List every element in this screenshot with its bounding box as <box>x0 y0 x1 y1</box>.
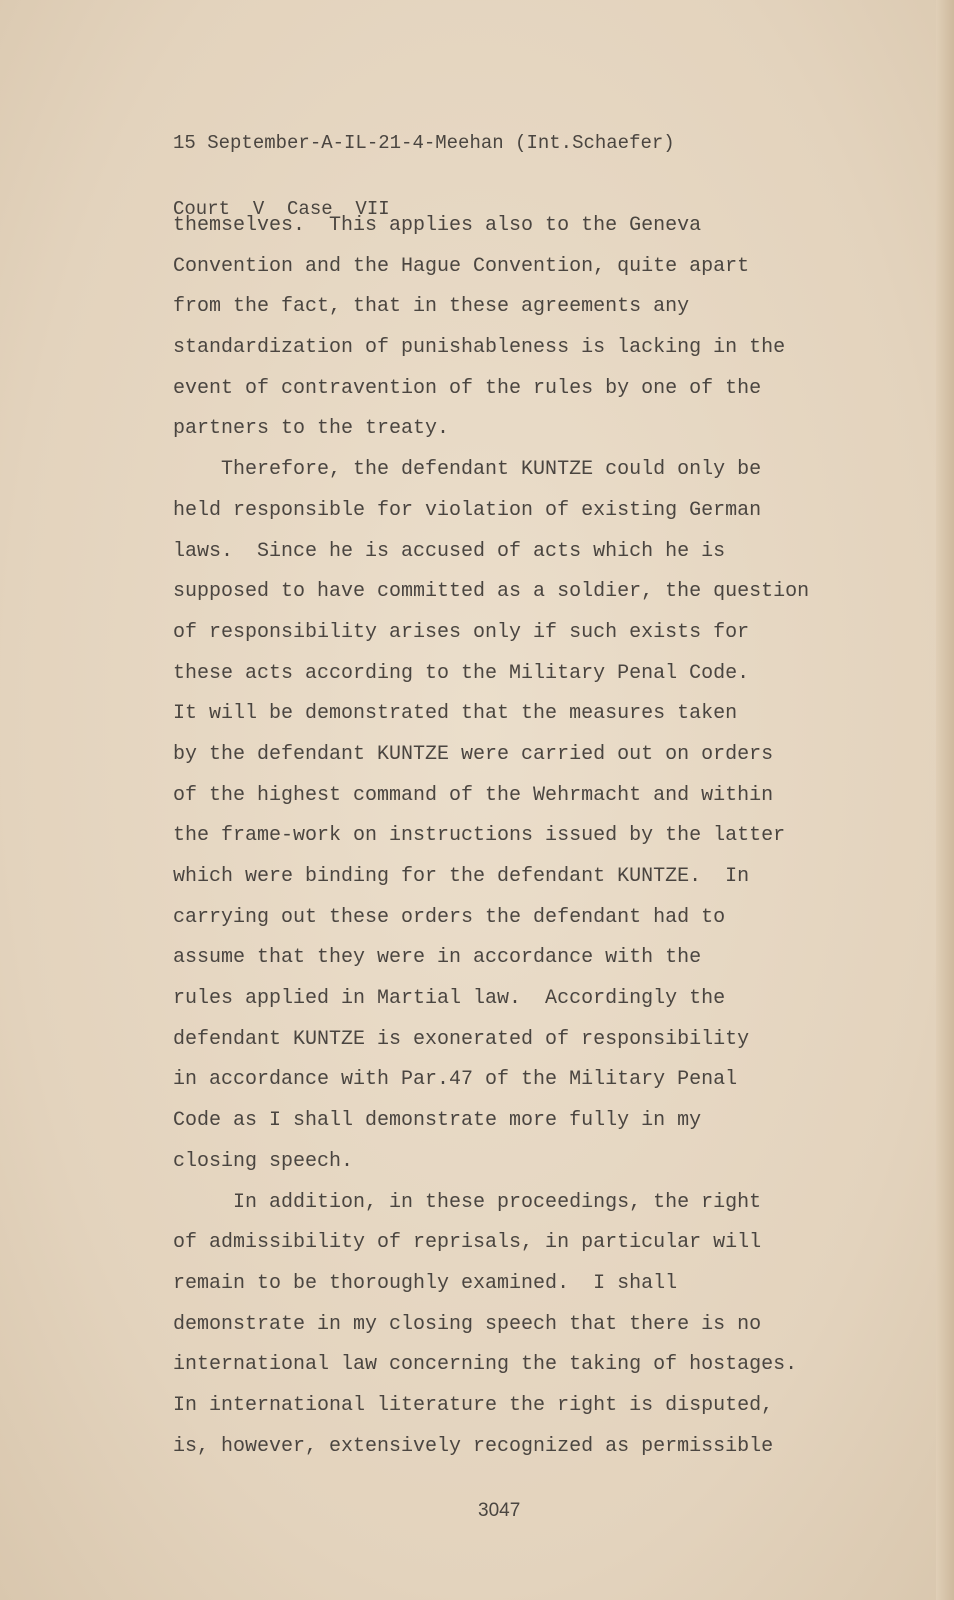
text-line: of the highest command of the Wehrmacht and within <box>173 783 774 807</box>
text-line: Code as I shall demonstrate more fully in my <box>173 1109 702 1133</box>
text-line: carrying out these orders the defendant had to <box>173 905 726 929</box>
text-line: laws. Since he is accused of acts which he is <box>173 539 726 563</box>
text-line: the frame-work on instructions issued by the latter <box>173 824 786 848</box>
text-line: these acts according to the Military Penal Code. <box>173 661 750 685</box>
text-line: supposed to have committed as a soldier, the question <box>173 580 810 604</box>
text-line: held responsible for violation of existing German <box>173 498 762 522</box>
text-line: In addition, in these proceedings, the right <box>173 1190 762 1214</box>
page-edge <box>936 0 954 1600</box>
text-line: of responsibility arises only if such exists for <box>173 620 750 644</box>
text-line: Convention and the Hague Convention, quite apart <box>173 254 750 278</box>
text-line: international law concerning the taking of hostages. <box>173 1353 798 1377</box>
text-line: is, however, extensively recognized as permissible <box>173 1434 774 1458</box>
text-line: in accordance with Par.47 of the Military Penal <box>173 1068 738 1092</box>
header-line-1: 15 September-A-IL-21-4-Meehan (Int.Schaefer) <box>173 132 675 154</box>
text-line: remain to be thoroughly examined. I shall <box>173 1271 678 1295</box>
text-line: closing speech. <box>173 1149 354 1173</box>
document-body <box>173 206 809 1467</box>
text-line: demonstrate in my closing speech that there is no <box>173 1312 762 1336</box>
text-line: which were binding for the defendant KUNTZE. In <box>173 865 750 888</box>
text-line: from the fact, that in these agreements any <box>173 295 690 319</box>
text-line: of admissibility of reprisals, in particular will <box>173 1231 762 1255</box>
text-line: standardization of punishableness is lacking in the <box>173 336 786 360</box>
text-line: event of contravention of the rules by one of the <box>173 376 762 400</box>
header-line-2: Court V Case VII <box>173 198 390 220</box>
text-line: It will be demonstrated that the measures taken <box>173 702 738 726</box>
text-line: In international literature the right is disputed, <box>173 1393 774 1417</box>
text-line: partners to the treaty. <box>173 417 450 441</box>
text-line: rules applied in Martial law. Accordingly the <box>173 987 726 1011</box>
text-line: by the defendant KUNTZE were carried out on orders <box>173 742 774 766</box>
text-line: defendant KUNTZE is exonerated of responsibility <box>173 1027 750 1051</box>
text-line: Therefore, the defendant KUNTZE could only be <box>173 458 762 482</box>
page-number: 3047 <box>478 1500 521 1521</box>
text-line: assume that they were in accordance with the <box>173 946 702 970</box>
text-line: themselves. This applies also to the Geneva <box>173 214 702 237</box>
